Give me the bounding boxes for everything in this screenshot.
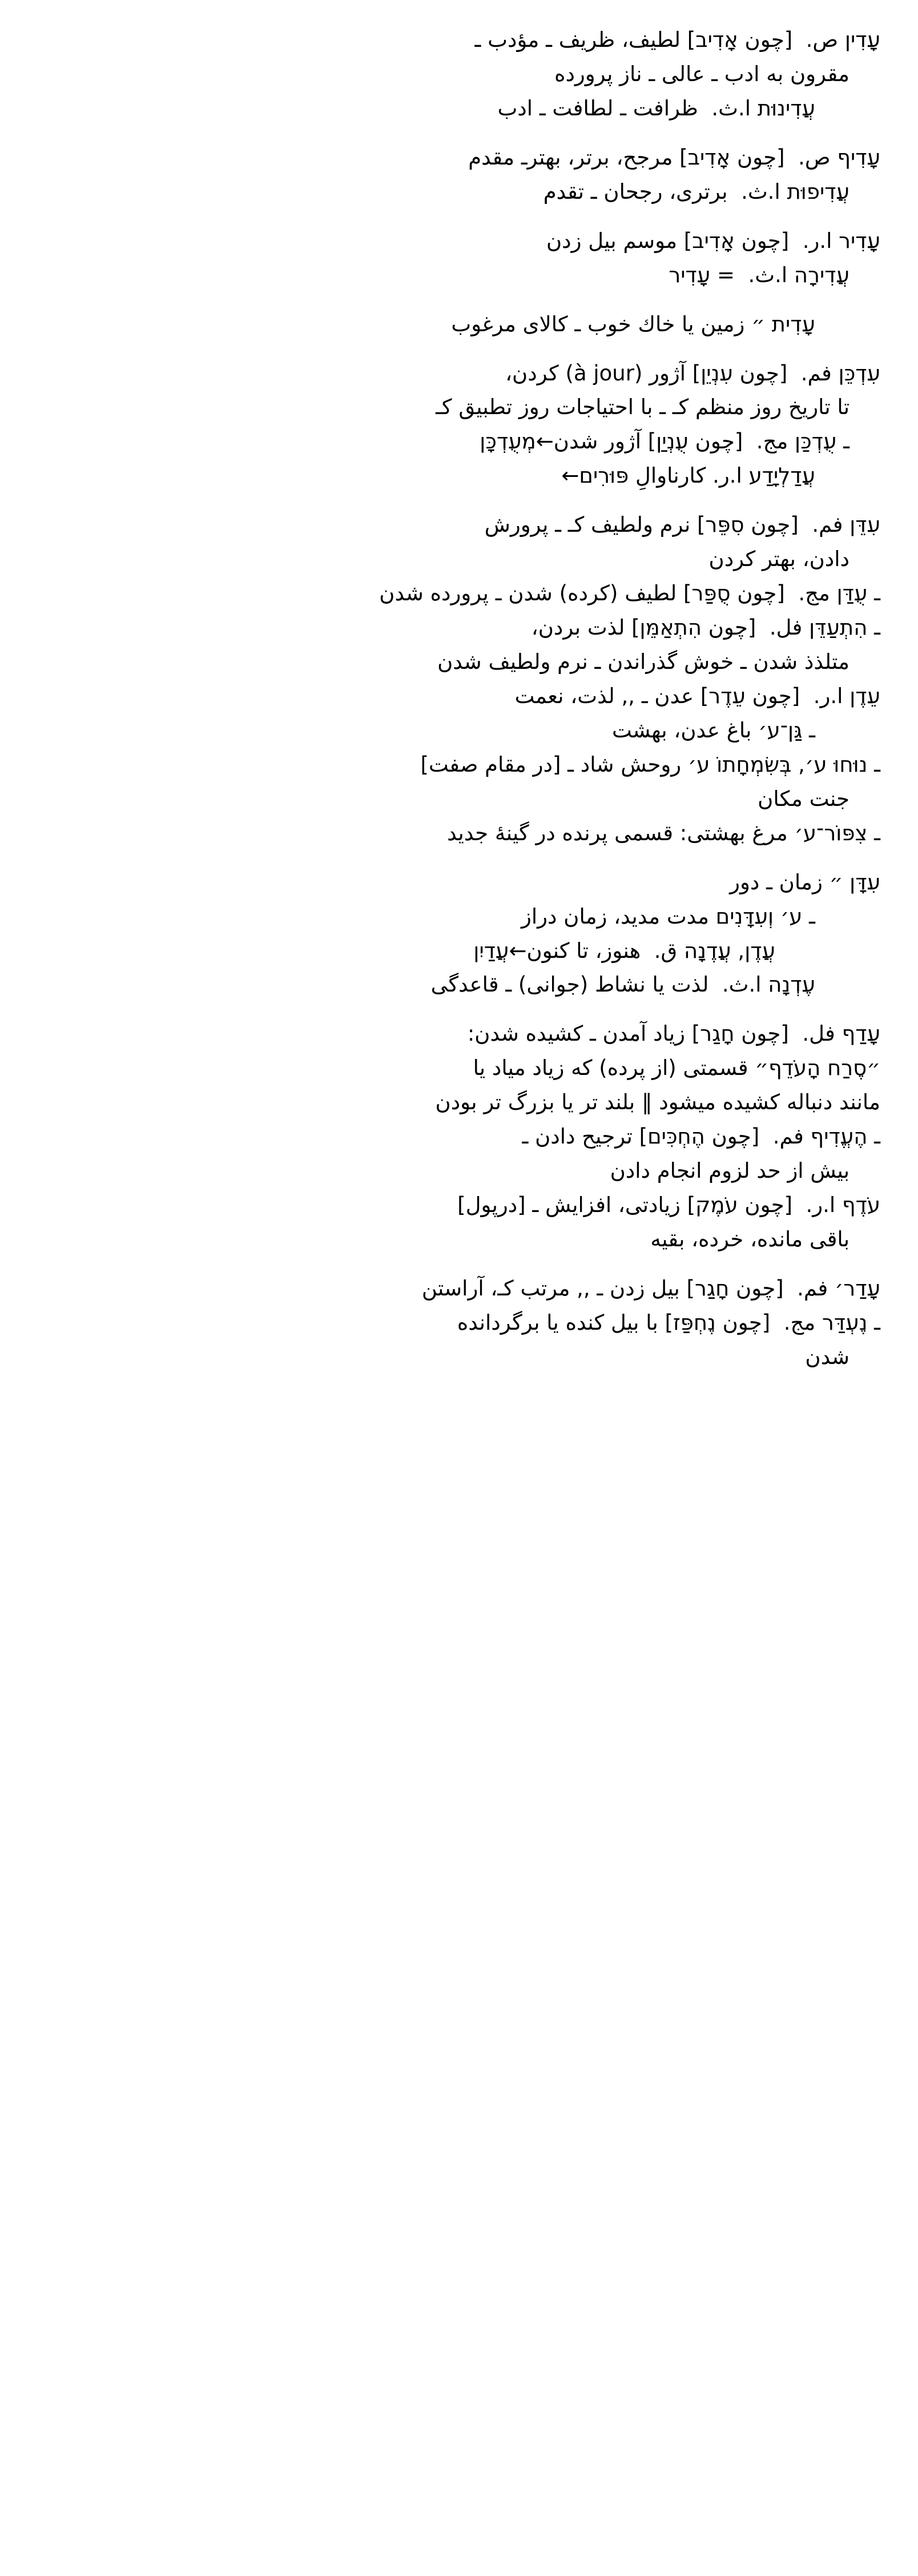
entry-line: ـ נֶעְדַּר مج. [چون נֶחְפַּז] با بيل كنده يا برگردانده	[457, 1310, 880, 1335]
entry-line: עִדֵּן فم. [چون סִפֵּר] نرم ولطيف كـ ـ پرورش	[484, 512, 880, 537]
entry-line: עֲדֶן, עֲדֶנָה ق. هنوز، تا كنون←עֲדַיִן	[473, 938, 775, 963]
dictionary-entry	[34, 1017, 884, 1257]
entry-line: ـ גַּן־ע׳ باغ عدن، بهشت	[611, 717, 815, 743]
entries-container	[34, 23, 884, 1374]
dictionary-entry	[34, 307, 884, 342]
entry-line: עָדִית ״ زمين يا خاك خوب ـ كالاى مرغوب	[451, 311, 815, 336]
entry-line: جنت مكان	[758, 786, 849, 811]
entry-line: עִדָּן ״ زمان ـ دور	[730, 869, 880, 894]
entry-line: עֲדִירָה ا.ث. = עָדִיר	[669, 262, 849, 287]
entry-line: עֲדִינוּת ا.ث. ظرافت ـ لطافت ـ ادب	[497, 95, 815, 121]
entry-line: עָדִיר ا.ر. [چون אָדִיב] موسم بيل زدن	[546, 228, 880, 253]
dictionary-entry	[34, 141, 884, 209]
entry-line: مقرون به ادب ـ عالى ـ ناز پرورده	[554, 61, 849, 86]
entry-line: متلذذ شدن ـ خوش گذراندن ـ نرم ولطيف شدن	[437, 649, 849, 674]
dictionary-entry	[34, 865, 884, 1002]
entry-line: ـ עֻדְכַּן مج. [چون עֻנְיַן] آژور شدن←מְעֻדְכָּן	[480, 429, 849, 454]
entry-line: ـ הִתְעַדֵּן فل. [چون הִתְאַמֵּן] لذت بردن،	[531, 615, 880, 640]
entry-line: עֲדַלְיָדַע ا.ر. كارناوالِ פּוּרִים←	[561, 463, 815, 488]
entry-line: עָדַף فل. [چون חָגַר] زياد آمدن ـ كشيده شدن:	[467, 1021, 880, 1046]
entry-line: ـ הֶעֱדִיף فم. [چون הֶחְכִּים] ترجيح دادن ـ	[522, 1124, 880, 1149]
entry-line: بيش از حد لزوم انجام دادن	[610, 1158, 849, 1183]
entry-line: עָדִין ص. [چون אָדִיב] لطيف، ظريف ـ مؤدب ـ	[474, 27, 880, 52]
entry-line: شدن	[805, 1344, 849, 1369]
entry-line: עֲדִיפוּת ا.ث. برترى، رجحان ـ تقدم	[543, 179, 849, 204]
entry-line: تا تاريخ روز منظم كـ ـ با احتياجات روز تطبيق كـ	[436, 395, 849, 420]
entry-line: עֵדֶן ا.ر. [چون עֵדֶר] عدن ـ ,, لذت، نعمت	[514, 683, 880, 708]
entry-line: עֶדְנָה ا.ث. لذت يا نشاط (جوانى) ـ قاعدگى	[430, 972, 815, 997]
entry-line: ـ ע׳ וְעִדָּנִים مدت مديد، زمان دراز	[521, 904, 815, 929]
entry-line: עִדְכֵּן فم. [چون עִנְיֵן] آژور (à jour) كردن،	[505, 360, 880, 386]
entry-line: עָדִיף ص. [چون אָדִיב] مرجح، برتر، بهترـ مقدم	[468, 145, 880, 170]
entry-line: باقى مانده، خرده، بقيه	[650, 1227, 849, 1251]
entry-line: ـ נוּחוּ ע׳, בְּשִׂמְחָתוֹ ע׳ روحش شاد ـ [در مقام صفت]	[420, 752, 880, 777]
entry-line: ـ צִפּוֹר־ע׳ مرغ بهشتى: قسمى پرنده در گينهٔ جديد	[447, 820, 880, 845]
entry-line: دادن، بهتر كردن	[708, 547, 849, 572]
entry-line: עֹדֶף ا.ر. [چون עֹמֶק] زيادتى، افزايش ـ [درپول]	[457, 1193, 880, 1218]
entry-line: مانند دنباله كشيده ميشود ‖ بلند تر يا بزرگ تر بودن	[435, 1090, 880, 1115]
dictionary-entry	[34, 508, 884, 850]
entry-line: עָדַר׳ فم. [چون חָגַר] بيل زدن ـ ,, مرتب كـ، آراستن	[421, 1275, 880, 1301]
entry-line: ״סֶרַח הָעֹדֵף״ قسمتى (از پرده) كه زياد مياد يا	[473, 1056, 880, 1081]
dictionary-entry	[34, 224, 884, 292]
entry-line: ـ עֻדַּן مج. [چون סֻפַּר] لطيف (كرده) شدن ـ پرورده شدن	[379, 581, 880, 606]
dictionary-entry	[34, 356, 884, 493]
dictionary-entry	[34, 1271, 884, 1374]
dictionary-entry	[34, 23, 884, 126]
